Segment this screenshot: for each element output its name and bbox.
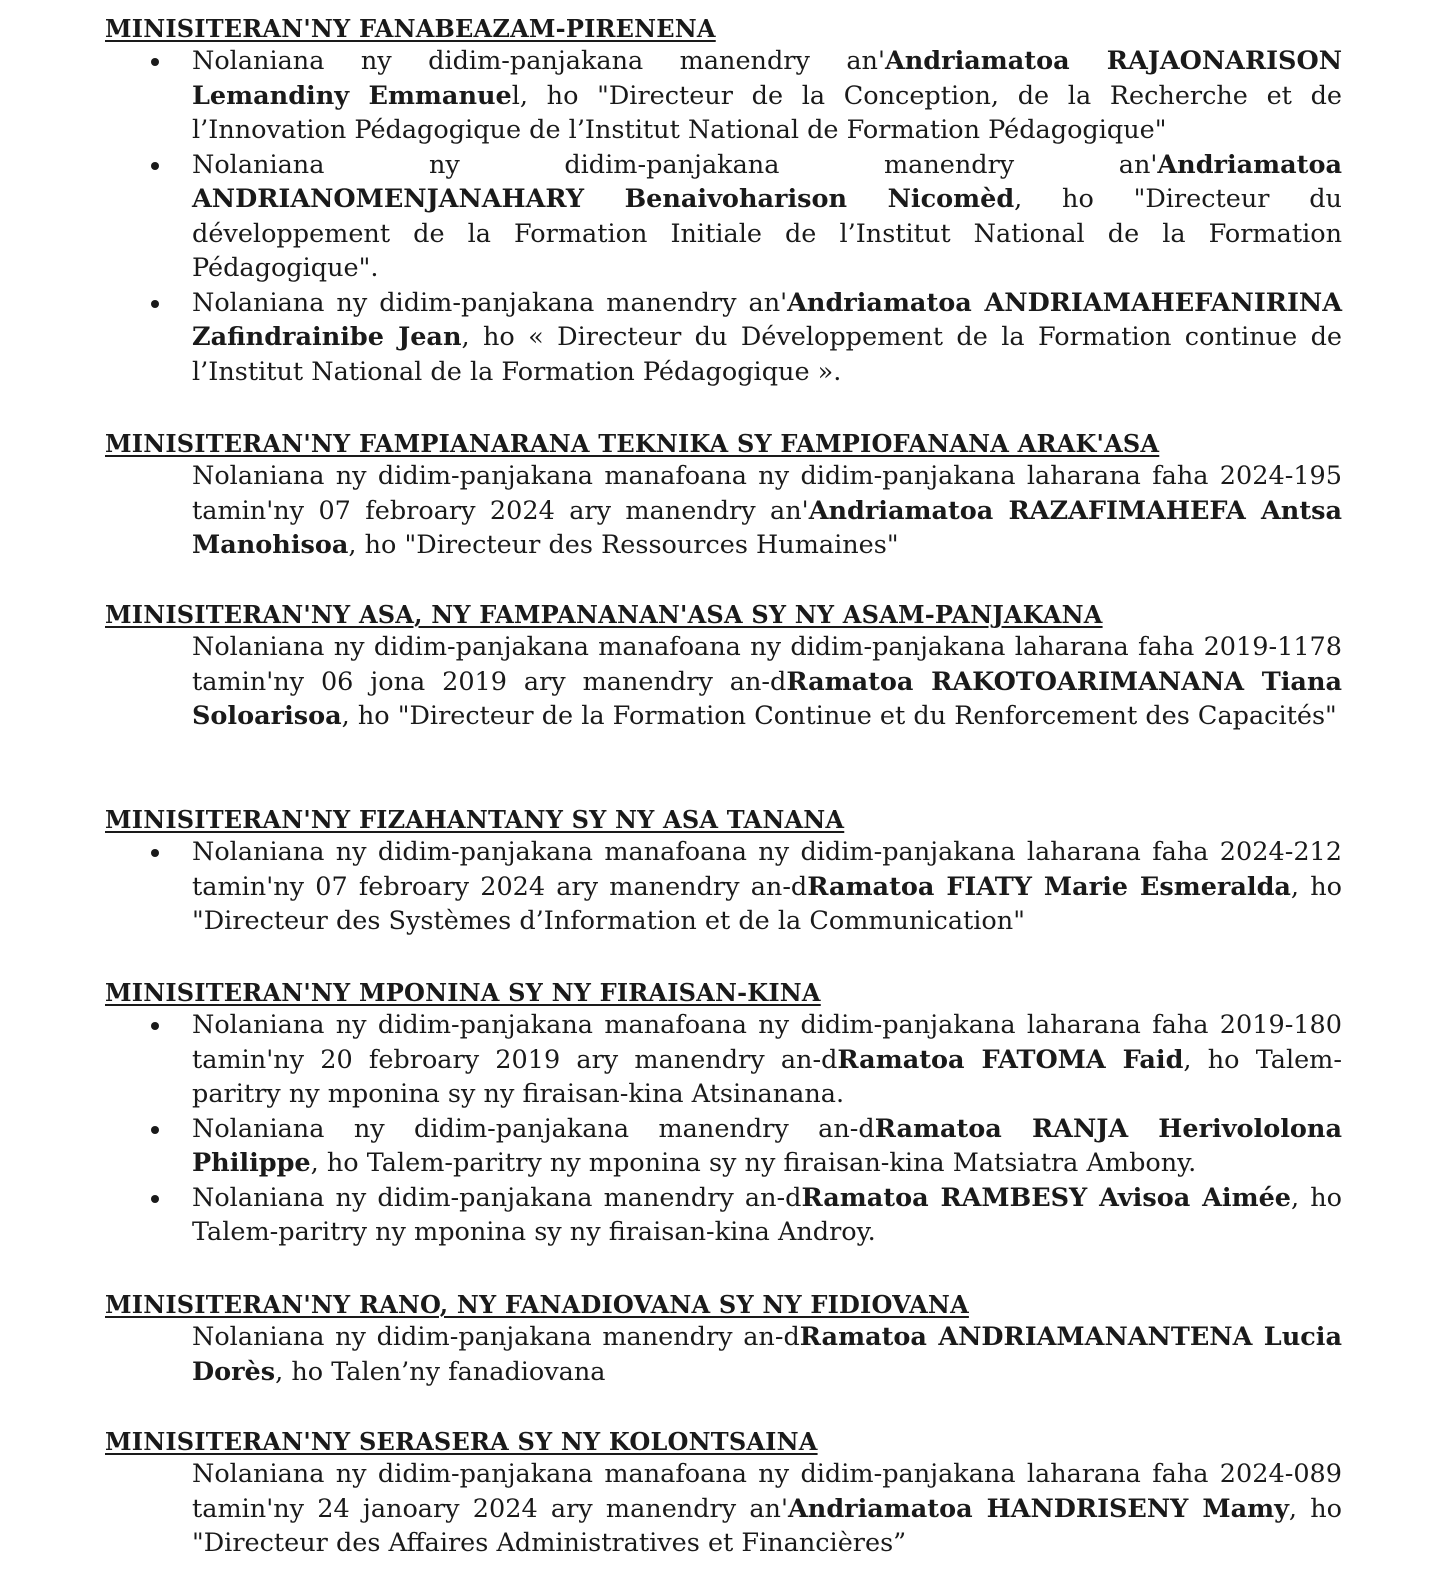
section-fampianarana-teknika [105,429,1342,563]
list-item [192,1008,1342,1112]
section-heading: MINISITERAN'NY RANO, NY FANADIOVANA SY NY FIDIOVANA [105,1290,969,1319]
entry-text: , ho "Directeur des Ressources Humaines" [348,530,899,560]
entry-text: Nolaniana ny didim-panjakana manafoana ny didim-panjakana laharana faha 2019-180 tamin'ny 20 febroary 2019 ary manendry an-d [192,1010,1342,1075]
entry-text: Nolaniana ny didim-panjakana manafoana ny didim-panjakana laharana faha 2024-089 tamin'ny 24 janoary 2024 ary manendry an' [192,1459,1342,1524]
list-item [192,148,1342,286]
entry-text: Nolaniana ny didim-panjakana manafoana ny didim-panjakana laharana faha 2024-212 tamin'ny 07 febroary 2024 ary manendry an-d [192,837,1342,902]
entry-text: , ho "Directeur des Systèmes d’Information et de la Communication" [192,871,1342,936]
appointee-name: Andriamatoa RAZAFIMAHEFA Antsa Manohisoa [192,495,1342,560]
entry-text: Nolaniana ny didim-panjakana manendry an' [192,149,1158,180]
section-serasera [105,1427,1342,1561]
section-mponina [105,978,1342,1250]
section-fanabeazam-pirenena [105,14,1342,389]
entry-text: , ho Talen’ny fanadiovana [275,1356,606,1387]
appointee-name: Ramatoa ANDRIAMANANTENA Lucia Dorès [192,1322,1342,1387]
list-item [192,1320,1342,1389]
list-item [192,1457,1342,1561]
section-fizahantany [105,805,1342,939]
section-heading: MINISITERAN'NY SERASERA SY NY KOLONTSAINA [105,1427,818,1456]
appointee-name: Andriamatoa ANDRIAMAHEFANIRINA Zafindrainibe Jean [192,287,1342,352]
entry-text: , ho "Directeur des Affaires Administratives et Financières” [192,1493,1342,1558]
entry-text: Nolaniana ny didim-panjakana manendry an' [192,287,788,318]
list-item [192,286,1342,390]
section-rano [105,1290,1342,1389]
appointee-name: Ramatoa FIATY Marie Esmeralda [807,871,1291,902]
entry-text: , ho « Directeur du Développement de la Formation continue de l’Institut National de la Formation Pédagogique ». [192,322,1343,387]
section-heading: MINISITERAN'NY FIZAHANTANY SY NY ASA TANANA [105,805,845,834]
section-asa-asam-panjakana [105,600,1342,734]
list-item [192,1181,1342,1250]
appointee-name: Andriamatoa ANDRIANOMENJANAHARY Benaivoharison Nicomèd [192,149,1342,214]
list-item [192,630,1342,734]
entry-text: Nolaniana ny didim-panjakana manafoana ny didim-panjakana laharana faha 2019-1178 tamin'ny 06 jona 2019 ary manendry an-d [192,632,1342,697]
entry-text: Nolaniana ny didim-panjakana manafoana ny didim-panjakana laharana faha 2024-195 tamin'ny 07 febroary 2024 ary manendry an' [192,461,1342,526]
list-item [192,1112,1342,1181]
appointee-name: Ramatoa RAMBESY Avisoa Aimée [801,1182,1292,1213]
list-item [192,835,1342,939]
entry-text: Nolaniana ny didim-panjakana manendry an-d [192,1113,875,1144]
entry-text: , ho "Directeur de la Formation Continue et du Renforcement des Capacités" [341,701,1337,731]
section-heading: MINISITERAN'NY FAMPIANARANA TEKNIKA SY FAMPIOFANANA ARAK'ASA [105,429,1160,458]
entry-text: , ho Talem-paritry ny mponina sy ny firaisan-kina Atsinanana. [192,1044,1342,1109]
appointee-name: Ramatoa FATOMA Faid [837,1044,1184,1075]
entry-text: , ho "Directeur du développement de la Formation Initiale de l’Institut National de la Formation Pédagogique". [192,184,1342,283]
list-item [192,44,1342,148]
appointee-name: Ramatoa RAKOTOARIMANANA Tiana Soloarisoa [192,666,1343,731]
appointee-name: Andriamatoa HANDRISENY Mamy [788,1493,1289,1524]
entry-text: , ho Talem-paritry ny mponina sy ny firaisan-kina Matsiatra Ambony. [310,1148,1197,1178]
entry-text: Nolaniana ny didim-panjakana manendry an-d [192,1182,802,1213]
list-item [192,459,1342,563]
appointee-name: Ramatoa RANJA Herivololona Philippe [192,1113,1342,1178]
section-heading: MINISITERAN'NY ASA, NY FAMPANANAN'ASA SY NY ASAM-PANJAKANA [105,600,1103,629]
entry-text: Nolaniana ny didim-panjakana manendry an' [192,46,885,76]
entry-text: Nolaniana ny didim-panjakana manendry an-d [192,1322,800,1352]
appointee-name: Andriamatoa RAJAONARISON Lemandiny Emmanue [192,46,1342,111]
section-heading: MINISITERAN'NY MPONINA SY NY FIRAISAN-KINA [105,978,821,1007]
entry-text: l, ho "Directeur de la Conception, de la Recherche et de l’Innovation Pédagogique de l’Institut National de Formation Pédagogique" [192,80,1342,145]
entry-text: , ho Talem-paritry ny mponina sy ny firaisan-kina Androy. [192,1182,1342,1247]
section-heading: MINISITERAN'NY FANABEAZAM-PIRENENA [105,14,716,43]
